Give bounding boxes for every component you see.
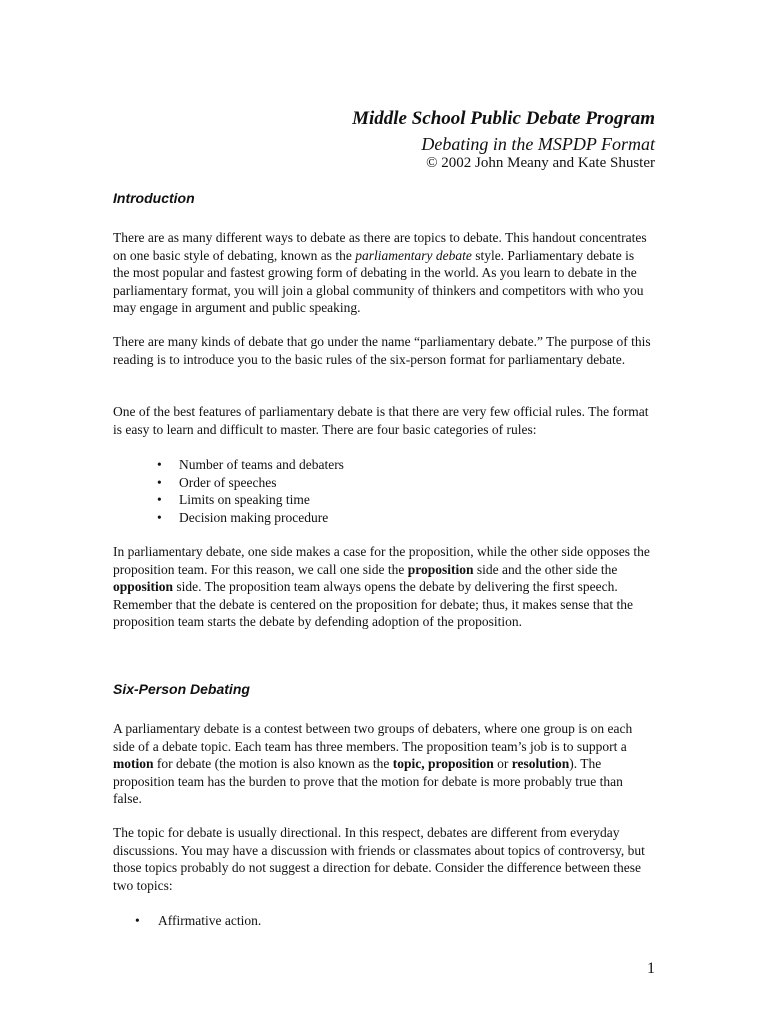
intro-paragraph-1	[113, 229, 653, 317]
text-run: side and the other side the	[473, 561, 618, 577]
six-paragraph-2: The topic for debate is usually directional. In this respect, debates are different from everyday discussions. You may have a discussion with friends or classmates about topics of controversy, but those topics probably do not suggest a direction for debate. Consider the difference between these two topics:	[113, 825, 645, 893]
topics-list	[113, 912, 261, 930]
intro-paragraph-3: One of the best features of parliamentary debate is that there are very few official rules. The format is easy to learn and difficult to master. There are four basic categories of rules:	[113, 404, 649, 437]
text-run: for debate (the motion is also known as the	[153, 756, 393, 772]
bold-term: motion	[113, 756, 154, 772]
six-person-heading: Six-Person Debating	[113, 681, 250, 697]
text-run: style. Parliamentary debate is the most popular and fastest growing form of debating in the world. As you learn to debate in the parliamentary format, you will join a global community of thinkers and competitors with who you may engage in argument and public speaking.	[113, 247, 644, 316]
rules-list	[113, 456, 344, 526]
bold-term: opposition	[113, 579, 174, 595]
intro-paragraph-4	[113, 543, 653, 631]
copyright-line: © 2002 John Meany and Kate Shuster	[426, 155, 655, 171]
intro-paragraph-2: There are many kinds of debate that go under the name “parliamentary debate.” The purpose of this reading is to introduce you to the basic rules of the six-person format for parliamentary debate.	[113, 334, 651, 367]
six-paragraph-1	[113, 720, 653, 808]
text-run: In parliamentary debate, one side makes a case for the proposition, while the other side opposes the proposition team. For this reason, we call one side the	[113, 544, 650, 577]
bold-term: topic, proposition	[392, 756, 494, 772]
list-item: • Affirmative action.	[113, 912, 261, 930]
text-run: There are as many different ways to debate as there are topics to debate. This handout concentrates on one basic style of debating, known as the	[113, 230, 647, 263]
intro-heading: Introduction	[113, 190, 195, 206]
text-run: A parliamentary debate is a contest between two groups of debaters, where one group is on each side of a debate topic. Each team has three members. The proposition team’s job is to support a	[113, 721, 633, 754]
list-item: • Limits on speaking time	[113, 491, 344, 509]
program-title: Middle School Public Debate Program	[352, 108, 655, 129]
list-item: • Order of speeches	[113, 474, 344, 492]
document-subtitle: Debating in the MSPDP Format	[421, 134, 655, 154]
bold-term: proposition	[407, 561, 474, 577]
text-run: or	[493, 756, 512, 772]
list-item: • Number of teams and debaters	[113, 456, 344, 474]
bold-term: resolution	[511, 756, 570, 772]
text-run: side. The proposition team always opens the debate by delivering the first speech. Remember that the debate is centered on the proposition for debate; thus, it makes sense that the proposition team starts the debate by defending adoption of the proposition.	[113, 579, 633, 630]
emphasis-term: parliamentary debate	[355, 247, 472, 263]
list-item: • Decision making procedure	[113, 509, 344, 527]
text-run: ). The proposition team has the burden to prove that the motion for debate is more probably true than false.	[113, 756, 623, 807]
page-number: 1	[647, 960, 655, 977]
